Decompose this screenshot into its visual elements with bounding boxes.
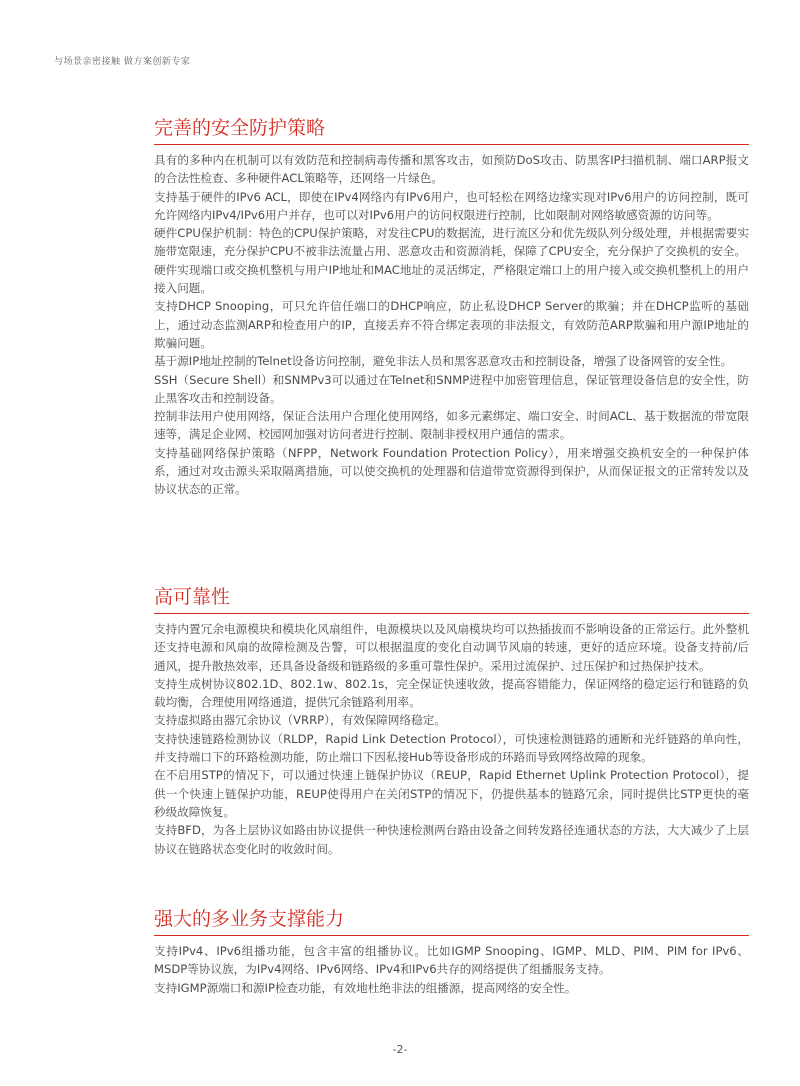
header-tagline: 与场景亲密接触 做方案创新专家 xyxy=(54,57,191,67)
paragraph: 基于源IP地址控制的Telnet设备访问控制，避免非法人员和黑客恶意攻击和控制设备，增强了设备网管的安全性。 xyxy=(154,354,733,369)
paragraph: 支持生成树协议802.1D、802.1w、802.1s，完全保证快速收敛，提高容错能力，保证网络的稳定运行和链路的负载均衡，合理使用网络通道，提供冗余链路利用率。 xyxy=(154,676,749,710)
paragraph: 硬件实现端口或交换机整机与用户IP地址和MAC地址的灵活绑定，严格限定端口上的用户接入或交换机整机上的用户接入问题。 xyxy=(154,262,749,296)
paragraph: SSH（Secure Shell）和SNMPv3可以通过在Telnet和SNMP进程中加密管理信息，保证管理设备信息的安全性，防止黑客攻击和控制设备。 xyxy=(154,372,749,405)
section-body xyxy=(154,151,749,499)
paragraph: 支持内置冗余电源模块和模块化风扇组件，电源模块以及风扇模块均可以热插拔而不影响设备的正常运行。此外整机还支持电源和风扇的故障检测及告警，可以根据温度的变化自动调节风扇的转速，更好的适应环境。设备支持前/后通风，提升散热效率，还具备设备级和链路级的多重可靠性保护。采用过流保护、过压保护和过热保护技术。 xyxy=(154,622,749,673)
page-number: -2- xyxy=(392,1043,408,1056)
section-title: 高可靠性 xyxy=(154,586,231,608)
paragraph: 支持虚拟路由器冗余协议（VRRP），有效保障网络稳定。 xyxy=(154,713,446,728)
section-title: 强大的多业务支撑能力 xyxy=(154,908,345,930)
section-body xyxy=(154,942,749,997)
paragraph: 在不启用STP的情况下，可以通过快速上链保护协议（REUP，Rapid Ethernet Uplink Protection Protocol），提供一个快速上链保护功能，REUP使得用户在关闭STP的情况下，仍提供基本的链路冗余，同时提供比STP更快的毫秒级故障恢复。 xyxy=(154,768,749,819)
paragraph: 支持基于硬件的IPv6 ACL，即使在IPv4网络内有IPv6用户，也可轻松在网络边缘实现对IPv6用户的访问控制，既可允许网络内IPv4/IPv6用户并存，也可以对IPv6用户的访问权限进行控制，比如限制对网络敏感资源的访问等。 xyxy=(154,189,749,222)
paragraph: 支持IGMP源端口和源IP检查功能，有效地杜绝非法的组播源，提高网络的安全性。 xyxy=(154,980,577,995)
section-divider xyxy=(154,144,749,145)
paragraph: 支持BFD，为各上层协议如路由协议提供一种快速检测两台路由设备之间转发路径连通状态的方法，大大减少了上层协议在链路状态变化时的收敛时间。 xyxy=(154,823,749,856)
section-reliability xyxy=(154,585,749,858)
paragraph: 支持基础网络保护策略（NFPP，Network Foundation Protection Policy），用来增强交换机安全的一种保护体系，通过对攻击源头采取隔离措施，可以使交换机的处理器和信道带宽资源得到保护，从而保证报文的正常转发以及协议状态的正常。 xyxy=(154,445,749,497)
section-divider xyxy=(154,613,749,614)
paragraph: 具有的多种内在机制可以有效防范和控制病毒传播和黑客攻击，如预防DoS攻击、防黑客IP扫描机制、端口ARP报文的合法性检查、多种硬件ACL策略等，还网络一片绿色。 xyxy=(154,153,749,186)
paragraph: 支持IPv4、IPv6组播功能，包含丰富的组播协议。比如IGMP Snooping、IGMP、MLD、PIM、PIM for IPv6、MSDP等协议族，为IPv4网络、IPv6网络、IPv4和IPv6共存的网络提供了组播服务支持。 xyxy=(154,944,749,977)
paragraph: 硬件CPU保护机制：特色的CPU保护策略，对发往CPU的数据流，进行流区分和优先级队列分级处理，并根据需要实施带宽限速，充分保护CPU不被非法流量占用、恶意攻击和资源消耗，保障了CPU安全，充分保护了交换机的安全。 xyxy=(154,226,749,259)
section-body xyxy=(154,620,749,858)
section-multiservice xyxy=(154,907,749,997)
section-title: 完善的安全防护策略 xyxy=(154,117,326,139)
paragraph: 支持快速链路检测协议（RLDP，Rapid Link Detection Protocol），可快速检测链路的通断和光纤链路的单向性，并支持端口下的环路检测功能，防止端口下因私接Hub等设备形成的环路而导致网络故障的现象。 xyxy=(154,731,749,765)
section-divider xyxy=(154,935,749,936)
paragraph: 控制非法用户使用网络，保证合法用户合理化使用网络，如多元素绑定、端口安全、时间ACL、基于数据流的带宽限速等，满足企业网、校园网加强对访问者进行控制、限制非授权用户通信的需求。 xyxy=(154,409,749,442)
section-security xyxy=(154,116,749,499)
paragraph: 支持DHCP Snooping，可只允许信任端口的DHCP响应，防止私设DHCP Server的欺骗；并在DHCP监听的基础上，通过动态监测ARP和检查用户的IP，直接丢弃不符合绑定表项的非法报文，有效防范ARP欺骗和用户源IP地址的欺骗问题。 xyxy=(154,299,749,350)
